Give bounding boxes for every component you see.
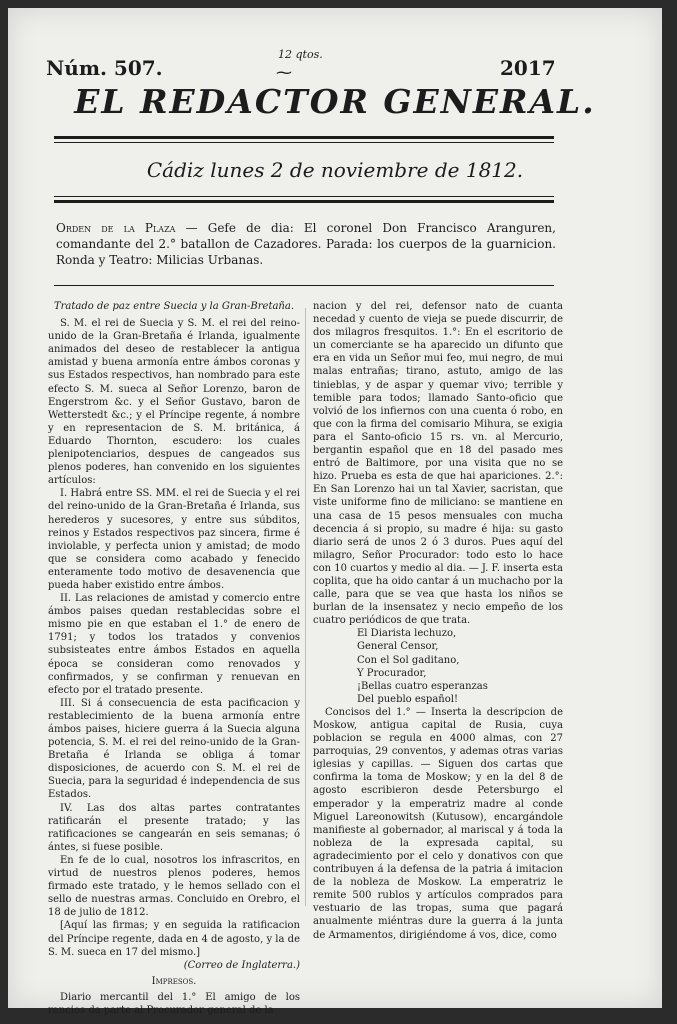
article-heading: Tratado de paz entre Suecia y la Gran-Bretaña.: [53, 301, 295, 312]
section-heading: Impresos.: [151, 975, 197, 987]
left-column: [48, 300, 300, 1017]
orden-label: Orden de la Plaza: [56, 221, 176, 235]
poem-line: El Diarista lechuzo,: [357, 628, 457, 640]
date-rule-thick: [54, 200, 554, 203]
masthead-title: EL REDACTOR GENERAL.: [74, 82, 596, 121]
masthead-rule-thick: [54, 136, 554, 139]
column-divider: [305, 308, 306, 906]
poem-line: Del pueblo español!: [357, 693, 458, 705]
date-rule-thin: [54, 196, 554, 197]
orden-text: — Gefe de dia: El coronel Don Francisco Aranguren, comandante del 2.° batallon de Cazadores. Parada: los cuerpos de la guarnicion. Ronda y Teatro: Milicias Urbanas.: [56, 221, 556, 267]
article-paragraph: nacion y del rei, defensor nato de cuanta necedad y cuento de vieja se puede discurrir, de dos milagros fresquitos. 1.°: En el escritorio de un comerciante se ha aparecido un difunto que era en vida un Señor mui feo, mui negro, de mui malas entrañas; tirano, astuto, amigo de las tinieblas, y de aspar y quemar vivo; terrible y temible para todos; llamado Santo-oficio que volvió de los infiernos con una cuenta ó robo, en que con la firma del comisario Mihura, se exigia para el Santo-oficio 15 rs. vn. al Mercurio, bergantin español que en 18 del pasado mes entró de Baltimore, por una visita que no se hizo. Prueba es esta de que hai apariciones. 2.°: En San Lorenzo hai un tal Xavier, sacristan, que viste uniforme fino de miliciano: se mantiene en una casa de 15 pesos mensuales con mucha decencia á si propio, su madre é hija: su gasto diario será de unos 2 ó 3 duros. Pues aquí del milagro, Señor Procurador: todo esto lo hace con 10 cuartos y medio al dia. — J. F. inserta esta coplita, que ha oido cantar á un muchacho por la calle, para que se vea que hasta los niños se burlan de la insensatez y necio empeño de los cuatro periódicos de que trata.: [313, 301, 563, 627]
newspaper-page: [8, 8, 662, 1016]
article-paragraph: II. Las relaciones de amistad y comercio entre ámbos paises quedan restablecidas sobre el mismo pie en que estaban el 1.° de enero de 1791; y todos los tratados y convenios subsisteates entre ámbos Estados en aquella época se consideran como renovados y confirmados, y se confirman y renuevan en efecto por el tratado presente.: [48, 593, 300, 696]
flourish-ornament: ⁓: [276, 63, 292, 82]
article-paragraph: Diario mercantil del 1.° El amigo de los rancios da parte al Procurador general de la: [48, 991, 300, 1016]
article-paragraph: En fe de lo cual, nosotros los infrascritos, en virtud de nuestros plenos poderes, hemos firmado este tratado, y le hemos sellado con el sello de nuestras armas. Concluido en Orebro, el 18 de julio de 1812.: [48, 854, 300, 919]
article-paragraph: III. Si á consecuencia de esta pacificacion y restablecimiento de la buena armonía entre ámbos paises, hiciere guerra á la Suecia alguna potencia, S. M. el rei del reino-unido de la Gran-Bretaña é Irlanda se obliga á tomar disposiciones, de acuerdo con S. M. el rei de Suecia, para la seguridad é independencia de sus Estados.: [48, 697, 300, 801]
article-paragraph: Concisos del 1.° — Inserta la descripcion de Moskow, antigua capital de Rusia, cuya poblacion se regula en 4000 almas, con 27 parroquias, 29 conventos, y ademas otras varias iglesias y capillas. — Siguen dos cartas que confirma la toma de Moskow; y en la del 8 de agosto escribieron desde Petersburgo el emperador y la emperatriz madre al conde Miguel Lareonowitsh (Kutusow), encargándole manifieste al gobernador, al mariscal y á toda la nobleza de la expresada capital, su agradecimiento por el celo y donativos con que contribuyen á la defensa de la patria á imitacion de la nobleza de Moskow. La emperatriz le remite 500 rublos y artículos comprados para vestuario de las tropas, suma que pagará anualmente miéntras dure la guerra á la junta de Armamentos, dirigiéndome á vos, dice, como: [313, 706, 563, 941]
article-paragraph: I. Habrá entre SS. MM. el rei de Suecia y el rei del reino-unido de la Gran-Bretaña é Irlanda, sus herederos y sucesores, y entre sus súbditos, reinos y Estados respectivos paz sincera, firme é inviolable, y perfecta union y amistad; de modo que se considera como acabado y fenecido enteramente todo motivo de desavenencia que pueda haber existido entre ámbos.: [48, 488, 300, 591]
article-source: (Correo de Inglaterra.): [183, 959, 300, 971]
price: 12 qtos.: [278, 48, 323, 61]
poem-line: General Censor,: [357, 641, 439, 653]
article-paragraph: IV. Las dos altas partes contratantes ratificarán el presente tratado; y las ratificaciones se cangearán en seis semanas; ó ántes, si fuese posible.: [48, 802, 300, 853]
poem-line: Con el Sol gaditano,: [357, 654, 460, 666]
masthead-rule-thin: [54, 142, 554, 143]
orden-de-la-plaza: [56, 220, 556, 268]
article-paragraph: S. M. el rei de Suecia y S. M. el rei del reino-unido de la Gran-Bretaña é Irlanda, igualmente animados del deseo de restablecer la antigua amistad y buena armonía entre ámbos coronas y sus Estados respectivos, han nombrado para este efecto S. M. sueca al Señor Lorenzo, baron de Engerstrom &c. y el Señor Gustavo, baron de Wetterstedt &c.; y el Príncipe regente, á nombre y en representacion de S. M. británica, á Eduardo Thornton, escudero: los cuales plenipotenciarios, despues de cangeados sus plenos poderes, han convenido en los siguientes artículos:: [48, 318, 300, 487]
dateline: Cádiz lunes 2 de noviembre de 1812.: [146, 158, 524, 182]
section-rule: [54, 285, 554, 286]
right-column: [313, 300, 563, 942]
article-paragraph: [Aquí las firmas; y en seguida la ratificacion del Príncipe regente, dada en 4 de agosto, y la de S. M. sueca en 17 del mismo.]: [48, 920, 300, 958]
page-number: 2017: [500, 56, 556, 80]
issue-number: Núm. 507.: [46, 56, 163, 80]
poem-line: Y Procurador,: [357, 667, 427, 679]
poem-line: ¡Bellas cuatro esperanzas: [357, 680, 488, 692]
